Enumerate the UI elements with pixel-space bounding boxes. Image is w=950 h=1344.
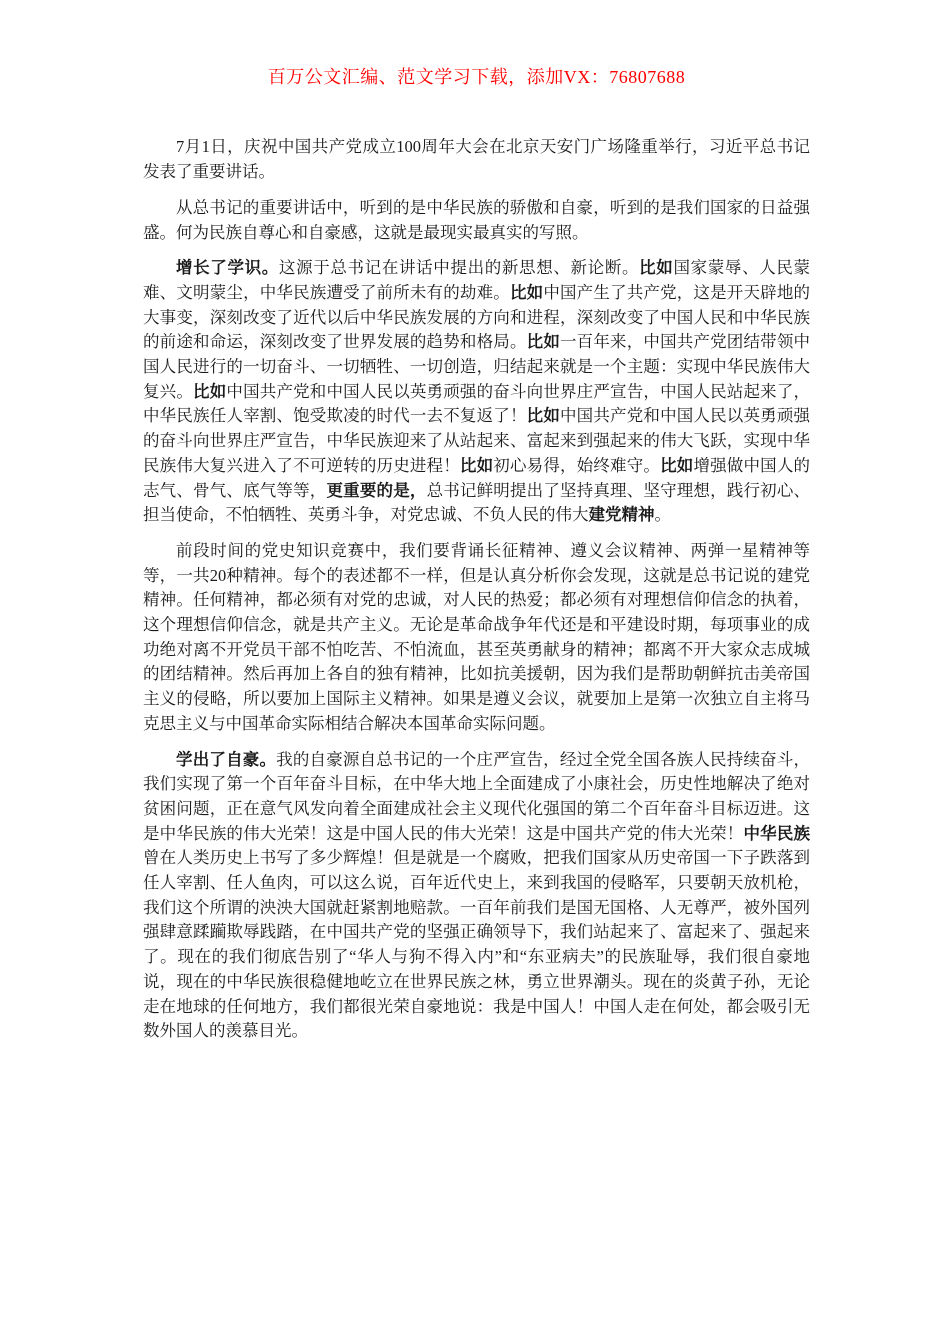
text-run: 从总书记的重要讲话中，听到的是中华民族的骄傲和自豪，听到的是我们国家的日益强盛。何为民族自尊心和自豪感，这就是最现实最真实的写照。	[143, 197, 810, 242]
text-run: 初心易得，始终难守。	[493, 455, 661, 475]
paragraph	[143, 196, 810, 245]
document-body	[143, 135, 810, 1044]
text-run: 中国产生了共产党，这是开天辟地的大事变，深刻改变了近代以后中华民族发展的方向和进程，深刻改变了中国人民和中华民族的前途和命运，深刻改变了世界发展的趋势和格局。	[143, 282, 811, 352]
bold-text-run: 增长了学识。	[176, 258, 279, 278]
bold-text-run: 中华民族	[743, 823, 811, 843]
text-run: 7月1日，庆祝中国共产党成立100周年大会在北京天安门广场隆重举行，习近平总书记发表了重要讲话。	[143, 137, 810, 182]
text-run: 前段时间的党史知识竞赛中，我们要背诵长征精神、遵义会议精神、两弹一星精神等等，一共20种精神。每个的表述都不一样，但是认真分析你会发现，这就是总书记说的建党精神。任何精神，都必须有对党的忠诚，对人民的热爱；都必须有对理想信仰信念的执着，这个理想信仰信念，就是共产主义。无论是革命战争年代还是和平建设时期，每项事业的成功绝对离不开党员干部不怕吃苦、不怕流血，甚至英勇献身的精神；都离不开大家众志成城的团结精神。然后再加上各自的独有精神，比如抗美援朝，因为我们是帮助朝鲜抗击美帝国主义的侵略，所以要加上国际主义精神。如果是遵义会议，就要加上是第一次独立自主将马克思主义与中国革命实际相结合解决本国革命实际问题。	[143, 540, 810, 733]
header-notice: 百万公文汇编、范文学习下载，添加VX：76807688	[267, 67, 686, 87]
bold-text-run: 比如	[459, 455, 494, 475]
bold-text-run: 比如	[509, 282, 544, 302]
text-run: 增强做中国人的志气、骨气、底气等等，	[143, 455, 811, 500]
bold-text-run: 比如	[639, 258, 674, 278]
bold-text-run: 学出了自豪。	[176, 749, 277, 769]
text-run: 。	[654, 505, 671, 525]
text-run: 一百年来，中国共产党团结带领中国人民进行的一切奋斗、一切牺牲、一切创造，归结起来就是一个主题：实现中华民族伟大复兴。	[143, 332, 811, 401]
text-run: 这源于总书记在讲话中提出的新思想、新论断。	[278, 258, 640, 278]
text-run: 曾在人类历史上书写了多少辉煌！但是就是一个腐败，把我们国家从历史帝国一下子跌落到任人宰割、任人鱼肉，可以这么说，百年近代史上，来到我国的侵略军，只要朝天放机枪，我们这个所谓的泱泱大国就赶紧割地赔款。一百年前我们是国无国格、人无尊严，被外国列强肆意蹂躏欺辱践踏，在中国共产党的坚强正确领导下，我们站起来了、富起来了、强起来了。现在的我们彻底告别了“华人与狗不得入内”和“东亚病夫”的民族耻辱，我们很自豪地说，现在的中华民族很稳健地屹立在世界民族之林，勇立世界潮头。现在的炎黄子孙，无论走在地球的任何地方，我们都很光荣自豪地说：我是中国人！中国人走在何处，都会吸引无数外国人的羡慕目光。	[143, 848, 810, 1041]
text-run: 中国共产党和中国人民以英勇顽强的奋斗向世界庄严宣告，中华民族迎来了从站起来、富起来到强起来的伟大飞跃，实现中华民族伟大复兴进入了不可逆转的历史进程！	[143, 406, 811, 475]
bold-text-run: 更重要的是，	[326, 480, 427, 500]
bold-text-run: 建党精神	[588, 505, 655, 525]
paragraph	[143, 256, 810, 528]
text-run: 国家蒙辱、人民蒙难、文明蒙尘，中华民族遭受了前所未有的劫难。	[143, 258, 811, 302]
paragraph	[143, 539, 810, 737]
bold-text-run: 比如	[193, 381, 227, 401]
text-run: 我的自豪源自总书记的一个庄严宣告，经过全党全国各族人民持续奋斗，我们实现了第一个百年奋斗目标，在中华大地上全面建成了小康社会，历史性地解决了绝对贫困问题，正在意气风发向着全面建成社会主义现代化强国的第二个百年奋斗目标迈进。这是中华民族的伟大光荣！这是中国人民的伟大光荣！这是中国共产党的伟大光荣！	[143, 749, 811, 843]
paragraph	[143, 135, 810, 184]
text-run: 总书记鲜明提出了坚持真理、坚守理想，践行初心、担当使命，不怕牺牲、英勇斗争，对党忠诚、不负人民的伟大	[143, 480, 811, 525]
bold-text-run: 比如	[660, 455, 694, 475]
bold-text-run: 比如	[526, 406, 560, 426]
text-run: 中国共产党和中国人民以英勇顽强的奋斗向世界庄严宣告，中国人民站起来了，中华民族任人宰割、饱受欺凌的时代一去不复返了！	[143, 381, 811, 426]
bold-text-run: 比如	[526, 332, 560, 352]
paragraph	[143, 748, 810, 1044]
